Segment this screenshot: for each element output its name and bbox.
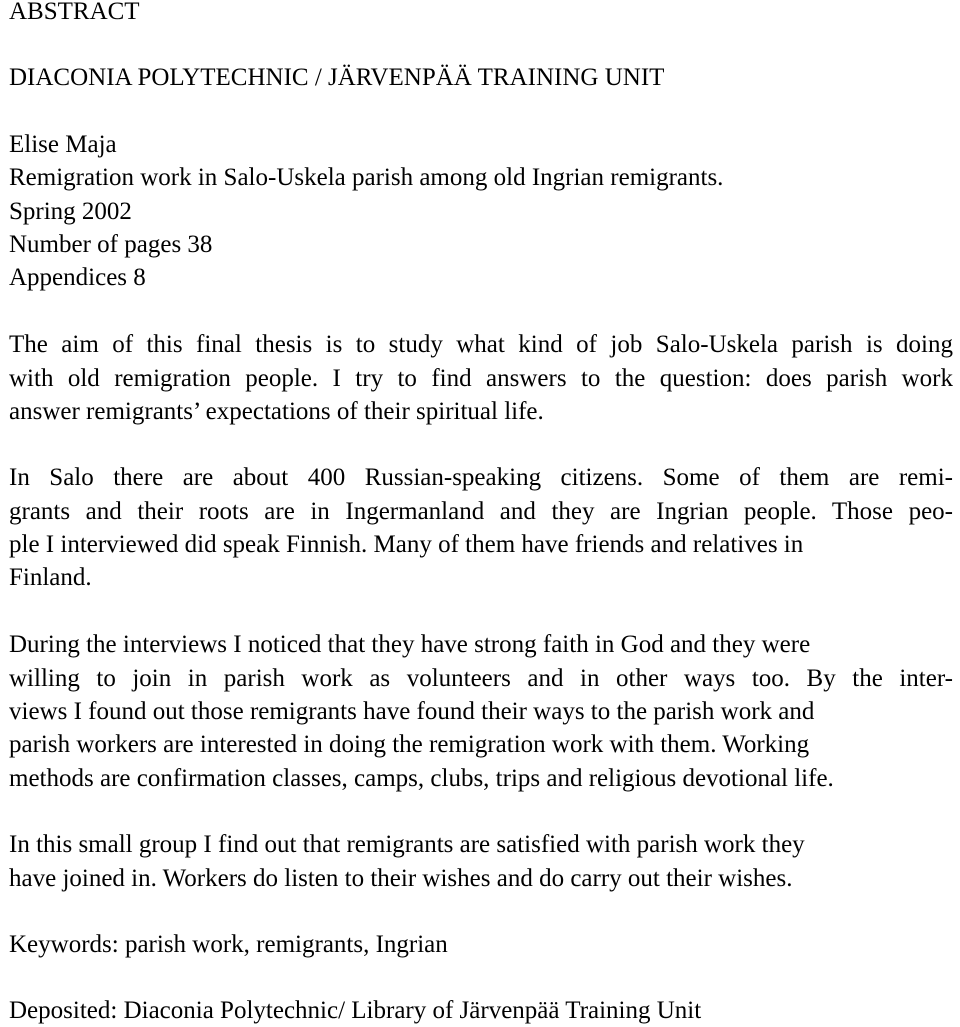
paragraph-3-line: methods are confirmation classes, camps, clubs, trips and religious devotional life. bbox=[9, 765, 834, 792]
paragraph-3-line: willing to join in parish work as volunteers and in other ways too. By the inter- bbox=[9, 665, 953, 692]
keywords-line: Keywords: parish work, remigrants, Ingrian bbox=[9, 931, 448, 958]
paragraph-1-line: answer remigrants’ expectations of their spiritual life. bbox=[9, 398, 544, 425]
paragraph-1-line: with old remigration people. I try to find answers to the question: does parish work bbox=[9, 365, 953, 392]
paragraph-3-line: During the interviews I noticed that they have strong faith in God and they were bbox=[9, 631, 811, 658]
paragraph-4-line: In this small group I find out that remigrants are satisfied with parish work they bbox=[9, 831, 805, 858]
term: Spring 2002 bbox=[9, 198, 132, 225]
paragraph-3-line: views I found out those remigrants have found their ways to the parish work and bbox=[9, 698, 815, 725]
page-count: Number of pages 38 bbox=[9, 231, 213, 258]
paragraph-2-line: ple I interviewed did speak Finnish. Many of them have friends and relatives in bbox=[9, 531, 804, 558]
abstract-heading: ABSTRACT bbox=[9, 0, 140, 25]
deposited-line: Deposited: Diaconia Polytechnic/ Library of Järvenpää Training Unit bbox=[9, 997, 702, 1024]
paragraph-1-line: The aim of this final thesis is to study what kind of job Salo-Uskela parish is doing bbox=[9, 331, 953, 358]
thesis-title: Remigration work in Salo-Uskela parish among old Ingrian remigrants. bbox=[9, 164, 724, 191]
paragraph-2-line: grants and their roots are in Ingermanland and they are Ingrian people. Those peo- bbox=[9, 498, 953, 525]
author-name: Elise Maja bbox=[9, 131, 117, 158]
paragraph-2-line: In Salo there are about 400 Russian-speaking citizens. Some of them are remi- bbox=[9, 464, 953, 491]
paragraph-4-line: have joined in. Workers do listen to their wishes and do carry out their wishes. bbox=[9, 865, 793, 892]
paragraph-3-line: parish workers are interested in doing the remigration work with them. Working bbox=[9, 731, 810, 758]
paragraph-2-line: Finland. bbox=[9, 564, 92, 591]
appendix-count: Appendices 8 bbox=[9, 264, 146, 291]
institution-heading: DIACONIA POLYTECHNIC / JÄRVENPÄÄ TRAINING UNIT bbox=[9, 64, 665, 91]
